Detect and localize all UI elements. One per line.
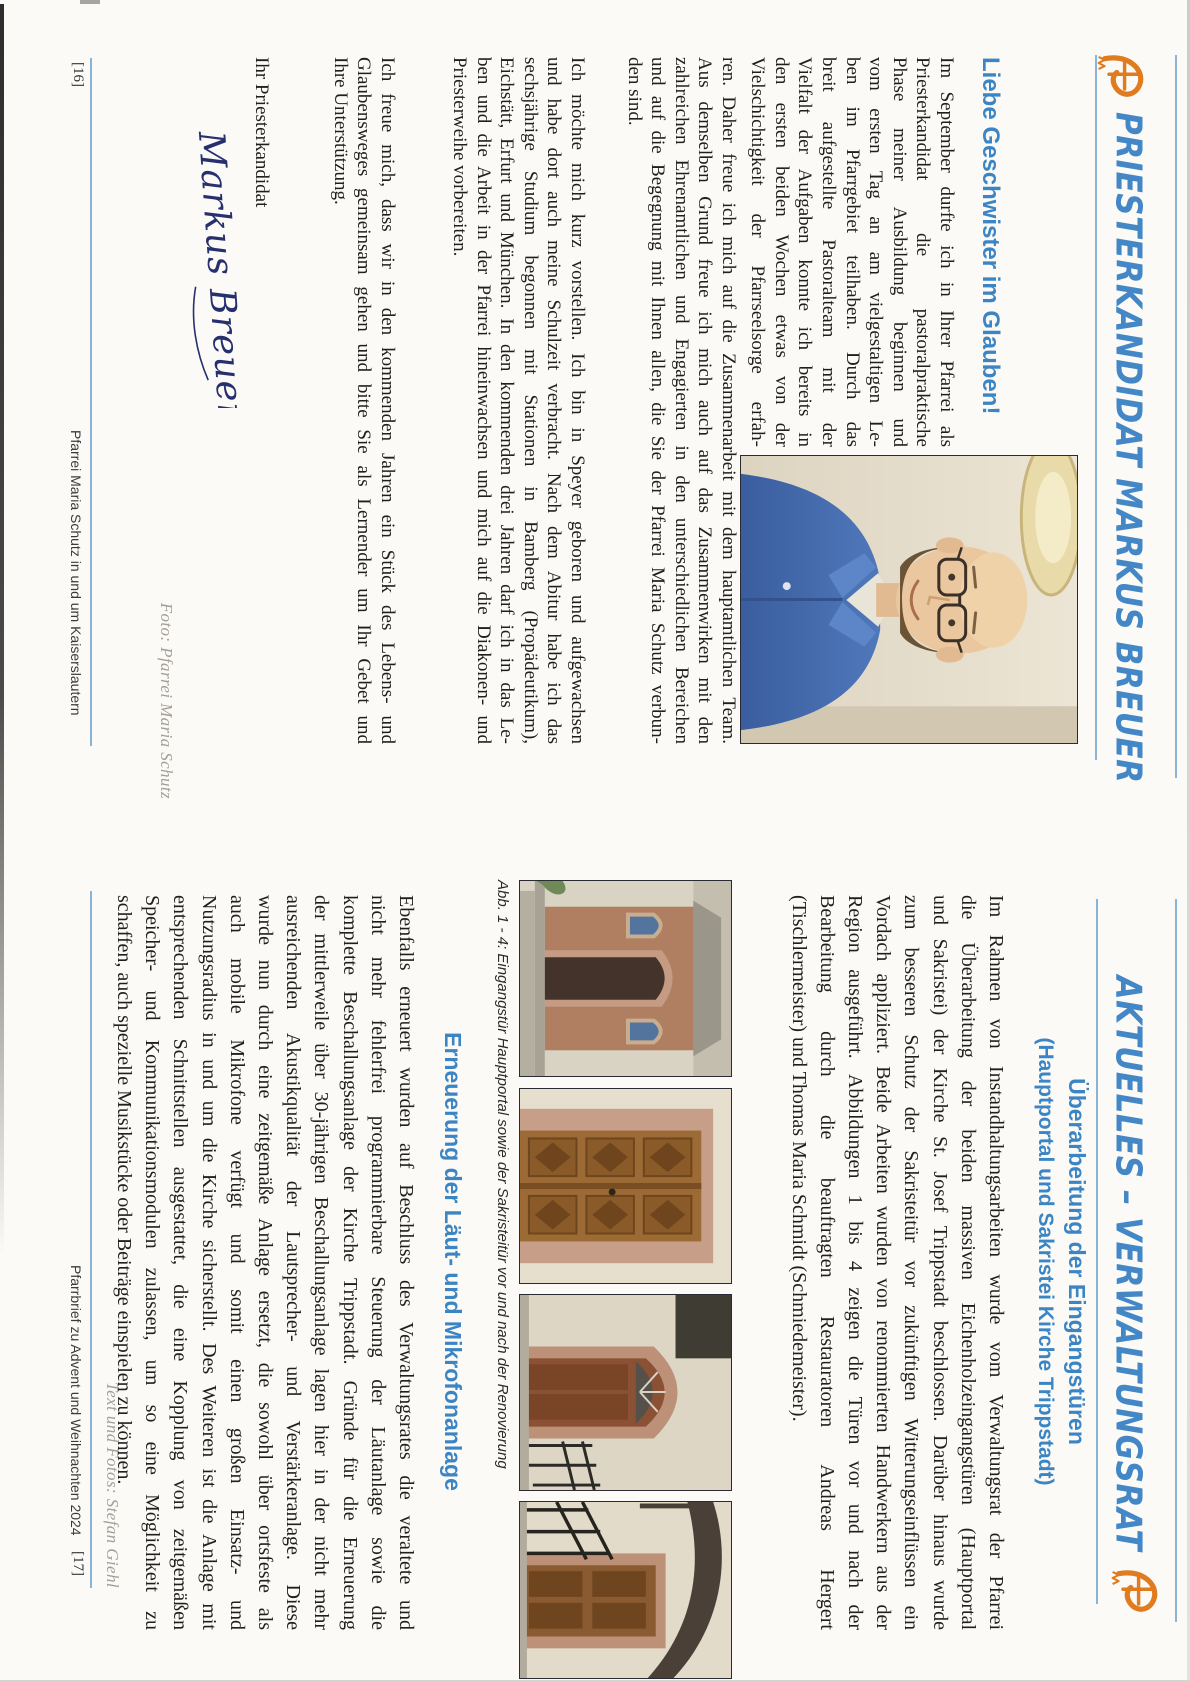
section-heading-2: (Hauptportal und Sakristei Kirche Trippstadt) xyxy=(1034,1037,1057,1486)
photo-credit: Foto: Pfarrei Maria Schutz xyxy=(157,602,176,799)
text-line: Glaubensweges gemeinsam gehen und bitte Sie als Lernender um Ihr Gebet und xyxy=(353,57,375,744)
text-line: Nutzungsradius in und um die Kirche sicherstellt. Des Weiteren ist die Anlage mit xyxy=(197,895,220,1630)
text-line: Priesterkandidat die pastoralpraktische xyxy=(912,57,934,447)
text-line: ren. Daher freue ich mich auf die Zusammenarbeit mit dem hauptamtlichen Team. xyxy=(718,57,739,744)
footer-page-number: [16] xyxy=(70,62,86,87)
text-line: vom ersten Tag an am vielgestaltigen Le- xyxy=(865,57,887,447)
text-line: komplette Beschallungsanlage der Kirche Trippstadt. Gründe für die Erneuerung xyxy=(338,895,361,1630)
text-line: wurde nun durch eine zeitgemäße Anlage ersetzt, die sowohl über ortsfeste als xyxy=(253,895,276,1630)
figure-caption: Abb. 1 - 4: Eingangstür Hauptportal sowie der Sakristeitür vor und nach der Renovierung xyxy=(494,880,511,1469)
text-line: zum besseren Schutz der Sakristeitür vor zukünftigen Witterungseinflüssen ein xyxy=(900,895,923,1630)
text-line: Eichstätt, Erfurt und München. In den kommenden drei Jahren darf ich in das Le- xyxy=(496,57,518,744)
sakristei-door-before-photo xyxy=(519,1294,732,1491)
text-photo-credit: Text und Fotos: Stefan Giehl xyxy=(103,1381,122,1588)
sakristei-door-canopy-photo xyxy=(519,1501,732,1679)
text-line: Region ausgeführt. Abbildungen 1 bis 4 zeigen die Türen vor und nach der xyxy=(843,895,866,1630)
parish-logo-icon xyxy=(1096,50,1148,102)
text-line: Ich freue mich, dass wir in den kommenden Jahren ein Stück des Lebens- und xyxy=(377,57,398,744)
text-line: ben im Pfarrgebiet teilhaben. Durch das xyxy=(841,57,863,447)
text-line: Phase meiner Ausbildung beginnen und xyxy=(888,57,910,447)
scan-edge-tick xyxy=(80,0,100,4)
text-line: der mittlerweile über 30-jährigen Beschallungsanlage lagen hier in der nicht mehr xyxy=(310,895,333,1630)
text-line: und Sakristei) der Kirche St. Josef Trippstadt beschlossen. Darüber hinaus wurde xyxy=(928,895,951,1630)
text-line: Aus demselben Grund freue ich mich auch auf das Zusammenwirken mit den xyxy=(694,57,716,744)
hauptportal-before-photo xyxy=(519,880,732,1077)
section-heading-3: Erneuerung der Läut- und Mikrofonanlage xyxy=(440,1032,466,1491)
text-line: Ich möchte mich kurz vorstellen. Ich bin in Speyer geboren und aufgewachsen xyxy=(567,57,588,744)
header-rule-bottom xyxy=(1095,55,1097,760)
header-rule-bottom xyxy=(1096,899,1098,1604)
parish-logo-icon xyxy=(1110,1563,1162,1623)
text-line: Vordach appliziert. Beide Arbeiten wurden von renommierten Handwerkern aus der xyxy=(872,895,895,1630)
text-line: Vielschichtigkeit der Pfarrseelsorge erfah- xyxy=(747,57,769,447)
text-line: ben und die Arbeit in der Pfarrei hineinwachsen und mich auf die Diakonen- und xyxy=(472,57,494,744)
body-paragraph-1 xyxy=(784,895,1010,1630)
text-line: ausreichenden Akustikqualität der Lautsprecher- und Verstärkeranlage. Diese xyxy=(282,895,305,1630)
section-heading-1: Überarbeitung der Eingangstüren xyxy=(1064,1078,1090,1445)
page16-header-title: PRIESTERKANDIDAT MARKUS BREUER xyxy=(1107,112,1149,784)
footer-page-number: [17] xyxy=(70,1551,86,1576)
text-line: und habe dort auch meine Schulzeit verbracht. Nach dem Abitur habe ich das xyxy=(543,57,565,744)
text-line: Bearbeitung durch die beauftragten Restauratoren Andreas Hergert xyxy=(815,895,838,1630)
body-paragraph-2 xyxy=(110,895,420,1630)
text-line: Im Rahmen von Instandhaltungsarbeiten wurde vom Verwaltungsrat der Pfarrei xyxy=(985,895,1007,1630)
markus-breuer-portrait-photo xyxy=(740,455,1078,744)
footer-rule xyxy=(90,58,92,746)
body-paragraph-2 xyxy=(447,57,589,744)
body-paragraph-1-wide xyxy=(622,57,740,744)
text-line: entsprechenden Schnittstellen ausgestattet, die eine Kopplung von zeitgemäßen xyxy=(169,895,192,1630)
closing-line: Ihr Priesterkandidat xyxy=(251,57,272,208)
body-paragraph-1-narrow xyxy=(746,57,958,447)
footer-text: Pfarrei Maria Schutz in und um Kaiserslautern xyxy=(68,430,84,716)
signature xyxy=(166,128,252,408)
footer-text: Pfarrbrief zu Advent und Weihnachten 2024 xyxy=(68,1265,84,1536)
footer-rule xyxy=(90,891,92,1588)
signature-text: Markus Breuer xyxy=(189,129,252,408)
scan-edge-left xyxy=(0,4,4,1254)
header-rule-top xyxy=(1175,899,1177,1622)
text-line: Priesterweihe vorbereiten. xyxy=(449,57,471,257)
text-line: die Überarbeitung der beiden massiven Eichenholzeingangstüren (Hauptportal xyxy=(956,895,979,1630)
text-line: nicht mehr fehlerfrei programmierbare Steuerung der Läutanlage sowie die xyxy=(366,895,389,1630)
text-line: Vielfalt der Aufgaben konnte ich bereits in xyxy=(794,57,816,447)
text-line: zahlreichen Ehrenamtlichen und Engagierten in den unterschiedlichen Bereichen xyxy=(670,57,692,744)
text-line: Speicher- und Kommunikationsmodulen zulassen, um so eine Möglichkeit zu xyxy=(141,895,164,1630)
body-paragraph-3 xyxy=(328,57,399,744)
header-rule-top xyxy=(1175,55,1177,778)
text-line: (Tischlermeister) und Thomas Maria Schmidt (Schmiedemeister). xyxy=(787,895,810,1422)
text-line: Ebenfalls erneuert wurden auf Beschluss des Verwaltungsrates die veraltete und xyxy=(395,895,417,1630)
text-line: den ersten beiden Wochen etwas von der xyxy=(770,57,792,447)
text-line: sechsjährige Studium begonnen mit Stationen in Bamberg (Propädeutikum), xyxy=(519,57,541,744)
text-line: schaffen, auch spezielle Musikstücke oder Beiträge einspielen zu können. xyxy=(112,895,135,1485)
text-line: breit aufgestellte Pastoralteam mit der xyxy=(818,57,840,447)
page17-header-title: AKTUELLES – VERWALTUNGSRAT xyxy=(1107,975,1149,1551)
text-line: Im September durfte ich in Ihrer Pfarrei als xyxy=(936,57,957,447)
text-line: den sind. xyxy=(623,57,645,126)
page-17-slot xyxy=(0,841,1190,1682)
text-line: Ihre Unterstützung. xyxy=(329,57,351,205)
text-line: und auf die Begegnung mit Ihnen allen, die Sie der Pfarrei Maria Schutz verbun- xyxy=(647,57,669,744)
text-line: auch mobile Mikrofone verfügt und somit einen großen Einsatz- und xyxy=(225,895,248,1630)
article-heading: Liebe Geschwister im Glauben! xyxy=(977,57,1004,415)
page-17 xyxy=(0,841,1190,1682)
hauptportal-after-photo xyxy=(519,1088,732,1284)
